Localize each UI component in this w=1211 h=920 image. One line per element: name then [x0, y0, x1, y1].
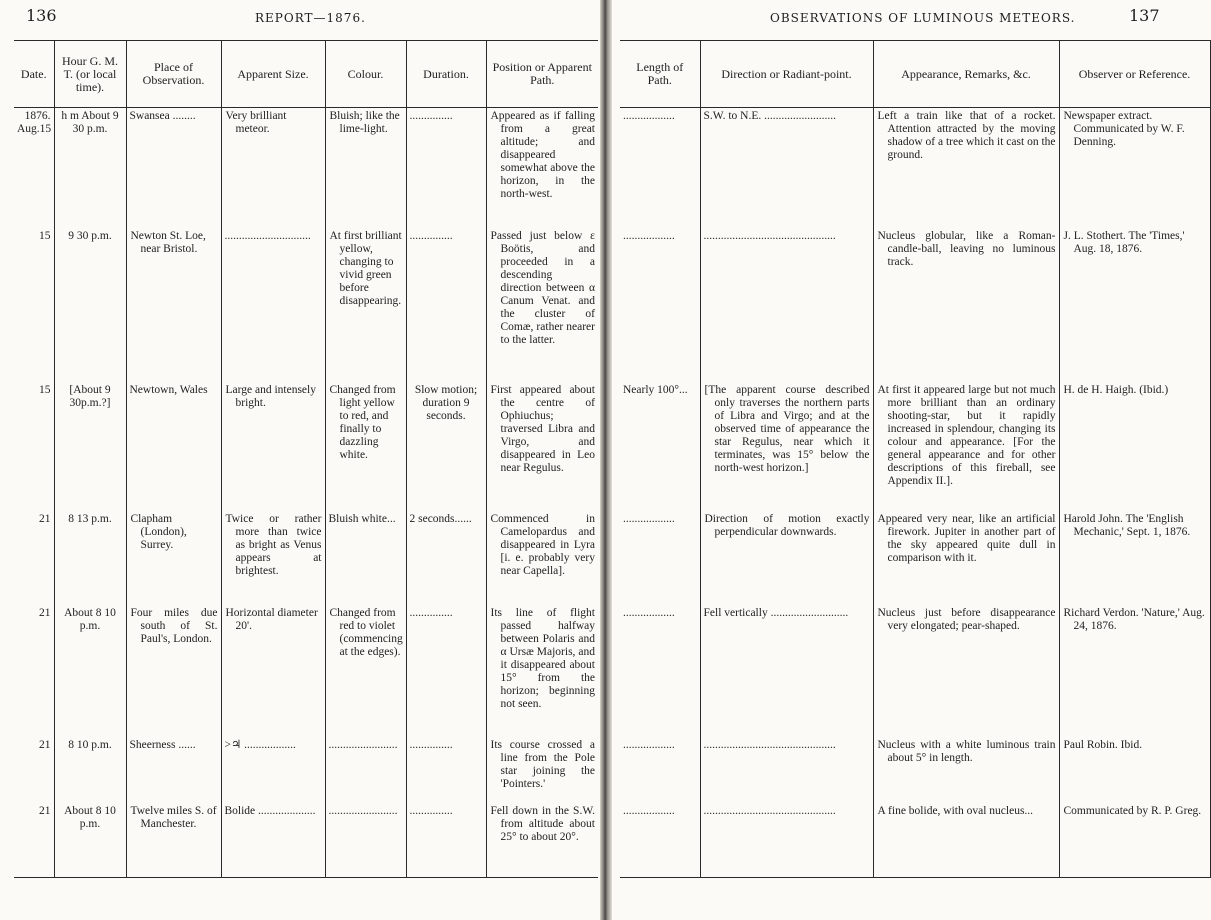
duration-cell: ............... — [406, 803, 486, 878]
table-row — [14, 803, 598, 878]
right-meteor-table — [620, 40, 1211, 878]
right-header-row — [620, 41, 1210, 108]
table-row — [620, 803, 1210, 878]
size-cell: Large and intensely bright. — [221, 382, 325, 511]
length-cell: .................. — [623, 110, 675, 122]
size-cell: >♃ .................. — [221, 737, 325, 803]
direction-cell: .............................................. — [700, 228, 873, 382]
colour-cell: Changed from light yellow to red, and finally to dazzling white. — [325, 382, 406, 511]
date-cell: 15 — [39, 230, 51, 242]
table-row — [14, 605, 598, 737]
right-page — [612, 0, 1211, 920]
position-cell: Its line of flight passed halfway between Polaris and α Ursæ Majoris, and it disappeared about 15° from the horizon; beginning not seen. — [486, 605, 598, 737]
position-cell: Fell down in the S.W. from altitude about 25° to about 20°. — [486, 803, 598, 878]
table-row — [14, 382, 598, 511]
size-cell: Horizontal diameter 20'. — [221, 605, 325, 737]
hour-cell: 9 30 p.m. — [54, 228, 126, 382]
date-cell: 21 — [39, 513, 51, 525]
direction-cell: Fell vertically ........................... — [700, 605, 873, 737]
direction-cell: .............................................. — [700, 803, 873, 878]
length-cell: Nearly 100°... — [623, 384, 688, 396]
direction-cell: [The apparent course described only traverses the northern parts of Libra and Virgo; and at the observed time of appearance the star Regulus, near which it terminates, was 15° below the north-west horizon.] — [700, 382, 873, 511]
direction-cell: .............................................. — [700, 737, 873, 803]
col-header-direction: Direction or Radiant-point. — [700, 41, 873, 108]
table-row — [14, 737, 598, 803]
duration-cell: ............... — [406, 737, 486, 803]
length-cell: .................. — [623, 513, 675, 525]
col-header-hour: Hour G. M. T. (or local time). — [54, 41, 126, 108]
col-header-observer: Observer or Reference. — [1059, 41, 1210, 108]
length-cell: .................. — [623, 739, 675, 751]
direction-cell: S.W. to N.E. ......................... — [700, 108, 873, 229]
position-cell: Its course crossed a line from the Pole star joining the 'Pointers.' — [486, 737, 598, 803]
date-cell: 21 — [39, 607, 51, 619]
position-cell: Commenced in Camelopardus and disappeared in Lyra [i. e. probably very near Capella]. — [486, 511, 598, 605]
remarks-cell: Nucleus just before disappearance very elongated; pear-shaped. — [873, 605, 1059, 737]
left-meteor-table — [14, 40, 598, 878]
place-cell: Twelve miles S. of Manchester. — [126, 803, 221, 878]
observer-cell: Richard Verdon. 'Nature,' Aug. 24, 1876. — [1059, 605, 1210, 737]
position-cell: First appeared about the centre of Ophiuchus; traversed Libra and Virgo, and disappeared in Leo near Regulus. — [486, 382, 598, 511]
place-cell: Newton St. Loe, near Bristol. — [126, 228, 221, 382]
col-header-duration: Duration. — [406, 41, 486, 108]
col-header-colour: Colour. — [325, 41, 406, 108]
hour-cell: 8 13 p.m. — [54, 511, 126, 605]
hour-cell: 8 10 p.m. — [54, 737, 126, 803]
date-cell: 15 — [39, 384, 51, 396]
observer-cell: J. L. Stothert. The 'Times,' Aug. 18, 1876. — [1059, 228, 1210, 382]
remarks-cell: Left a train like that of a rocket. Attention attracted by the moving shadow of a tree which it cast on the ground. — [873, 108, 1059, 229]
remarks-cell: Appeared very near, like an artificial firework. Jupiter in another part of the sky appeared quite dull in comparison with it. — [873, 511, 1059, 605]
hour-cell: About 8 10 p.m. — [54, 605, 126, 737]
observer-cell: Communicated by R. P. Greg. — [1059, 803, 1210, 878]
hour-cell: [About 9 30p.m.?] — [54, 382, 126, 511]
date-cell: 21 — [39, 805, 51, 817]
table-row — [620, 605, 1210, 737]
col-header-size: Apparent Size. — [221, 41, 325, 108]
length-cell: .................. — [623, 230, 675, 242]
col-header-remarks: Appearance, Remarks, &c. — [873, 41, 1059, 108]
remarks-cell: Nucleus globular, like a Roman-candle-ball, leaving no luminous track. — [873, 228, 1059, 382]
size-cell: .............................. — [221, 228, 325, 382]
remarks-cell: A fine bolide, with oval nucleus... — [873, 803, 1059, 878]
size-cell: Bolide .................... — [221, 803, 325, 878]
observer-cell: H. de H. Haigh. (Ibid.) — [1059, 382, 1210, 511]
colour-cell: Bluish white... — [325, 511, 406, 605]
table-row — [620, 382, 1210, 511]
table-row — [14, 108, 598, 229]
duration-cell: Slow motion; duration 9 seconds. — [406, 382, 486, 511]
book-gutter — [600, 0, 612, 920]
left-page-number: 136 — [26, 6, 57, 25]
date-cell: 1876. Aug.15 — [17, 110, 52, 135]
observer-cell: Newspaper extract. Communicated by W. F. Denning. — [1059, 108, 1210, 229]
position-cell: Appeared as if falling from a great altitude; and disappeared somewhat above the horizon, in the north-west. — [486, 108, 598, 229]
col-header-date: Date. — [14, 41, 54, 108]
size-cell: Very brilliant meteor. — [221, 108, 325, 229]
colour-cell: Changed from red to violet (commencing at the edges). — [325, 605, 406, 737]
col-header-position: Position or Apparent Path. — [486, 41, 598, 108]
observer-cell: Harold John. The 'English Mechanic,' Sept. 1, 1876. — [1059, 511, 1210, 605]
table-row — [620, 228, 1210, 382]
duration-cell: ............... — [406, 605, 486, 737]
hour-cell: h m About 9 30 p.m. — [54, 108, 126, 229]
duration-cell: ............... — [406, 228, 486, 382]
place-cell: Clapham (London), Surrey. — [126, 511, 221, 605]
position-cell: Passed just below ε Boötis, and proceeded in a descending direction between α Canum Venat. and the cluster of Comæ, rather nearer to the latter. — [486, 228, 598, 382]
length-cell: .................. — [623, 805, 675, 817]
length-cell: .................. — [623, 607, 675, 619]
colour-cell: ........................ — [325, 803, 406, 878]
right-running-head: OBSERVATIONS OF LUMINOUS METEORS. — [770, 11, 1076, 25]
table-row — [620, 737, 1210, 803]
table-row — [620, 511, 1210, 605]
direction-cell: Direction of motion exactly perpendicular downwards. — [700, 511, 873, 605]
observer-cell: Paul Robin. Ibid. — [1059, 737, 1210, 803]
left-header-row — [14, 41, 598, 108]
left-page — [0, 0, 600, 920]
right-page-number: 137 — [1129, 6, 1160, 25]
table-row — [14, 511, 598, 605]
colour-cell: Bluish; like the lime-light. — [325, 108, 406, 229]
duration-cell: ............... — [406, 108, 486, 229]
col-header-place: Place of Observation. — [126, 41, 221, 108]
size-cell: Twice or rather more than twice as bright as Venus appears at brightest. — [221, 511, 325, 605]
place-cell: Newtown, Wales — [126, 382, 221, 511]
hour-cell: About 8 10 p.m. — [54, 803, 126, 878]
date-cell: 21 — [39, 739, 51, 751]
colour-cell: ........................ — [325, 737, 406, 803]
place-cell: Four miles due south of St. Paul's, London. — [126, 605, 221, 737]
table-row — [620, 108, 1210, 229]
colour-cell: At first brilliant yellow, changing to vivid green before disappearing. — [325, 228, 406, 382]
remarks-cell: At first it appeared large but not much more brilliant than an ordinary shooting-star, but it rapidly increased in splendour, changing its colour and appearance. [For the general appearance and for other descriptions of this fireball, see Appendix II.]. — [873, 382, 1059, 511]
col-header-length: Length of Path. — [620, 41, 700, 108]
place-cell: Swansea ........ — [126, 108, 221, 229]
place-cell: Sheerness ...... — [126, 737, 221, 803]
table-row — [14, 228, 598, 382]
duration-cell: 2 seconds...... — [406, 511, 486, 605]
left-running-head: REPORT—1876. — [255, 11, 366, 25]
remarks-cell: Nucleus with a white luminous train about 5° in length. — [873, 737, 1059, 803]
